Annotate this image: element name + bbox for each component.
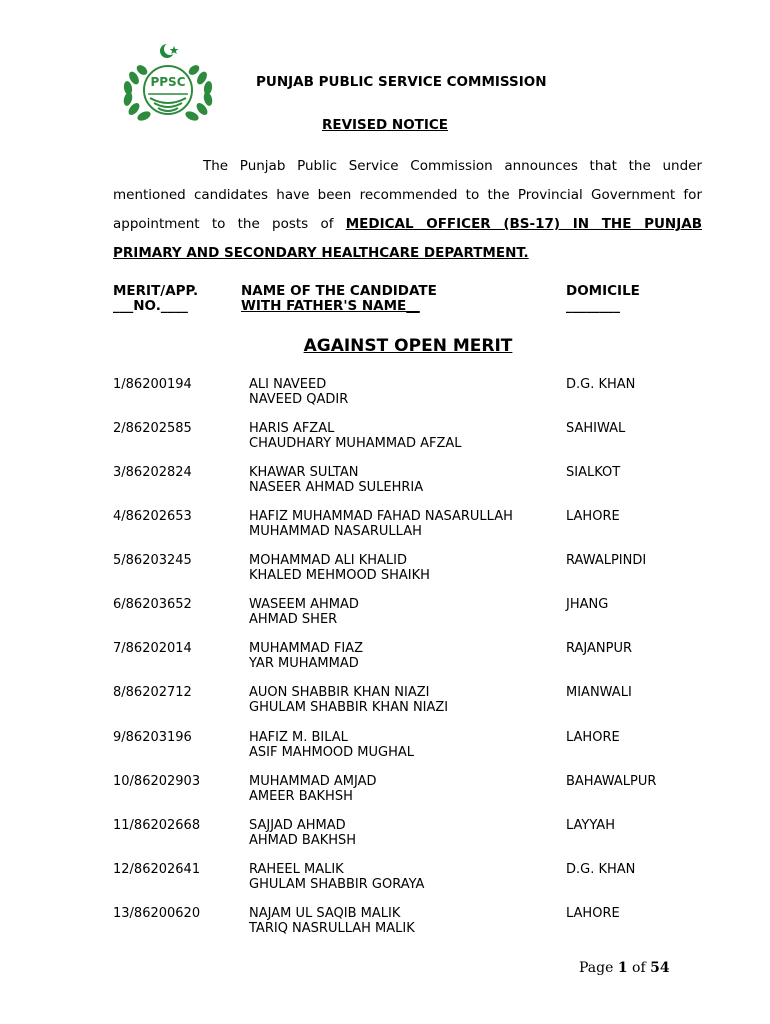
- merit-number: 12/86202641: [113, 862, 201, 877]
- domicile: JHANG: [566, 597, 609, 612]
- candidate-row: [0, 377, 770, 409]
- merit-number: 11/86202668: [113, 818, 201, 833]
- candidate-row: [0, 553, 770, 585]
- merit-number: 4/86202653: [113, 509, 192, 524]
- domicile: LAYYAH: [566, 818, 615, 833]
- page-number-footer: Page 1 of 54: [579, 960, 670, 976]
- domicile: LAHORE: [566, 509, 620, 524]
- name-column-header: NAME OF THE CANDIDATE WITH FATHER'S NAME__: [241, 283, 437, 314]
- intro-line-3: appointment to the posts of MEDICAL OFFICER (BS-17) IN THE PUNJAB: [113, 216, 702, 232]
- candidate-name: MUHAMMAD FIAZ YAR MUHAMMAD: [249, 641, 363, 671]
- candidate-name: WASEEM AHMAD AHMAD SHER: [249, 597, 359, 627]
- candidate-name: ALI NAVEED NAVEED QADIR: [249, 377, 349, 407]
- candidate-name: MOHAMMAD ALI KHALID KHALED MEHMOOD SHAIKH: [249, 553, 430, 583]
- candidate-row: [0, 421, 770, 453]
- merit-number: 7/86202014: [113, 641, 192, 656]
- merit-number: 3/86202824: [113, 465, 192, 480]
- organization-title: PUNJAB PUBLIC SERVICE COMMISSION: [256, 74, 547, 90]
- candidate-row: [0, 509, 770, 541]
- logo-text: PPSC: [150, 75, 186, 89]
- candidate-name: KHAWAR SULTAN NASEER AHMAD SULEHRIA: [249, 465, 424, 495]
- ppsc-logo: [116, 42, 220, 124]
- candidate-name: RAHEEL MALIK GHULAM SHABBIR GORAYA: [249, 862, 425, 892]
- merit-number: 1/86200194: [113, 377, 192, 392]
- candidate-row: [0, 730, 770, 762]
- merit-number: 6/86203652: [113, 597, 192, 612]
- domicile: LAHORE: [566, 730, 620, 745]
- domicile: RAWALPINDI: [566, 553, 647, 568]
- candidate-row: [0, 818, 770, 850]
- notice-title: REVISED NOTICE: [321, 117, 449, 133]
- candidate-row: [0, 641, 770, 673]
- domicile: D.G. KHAN: [566, 862, 636, 877]
- domicile: SIALKOT: [566, 465, 621, 480]
- candidate-name: HARIS AFZAL CHAUDHARY MUHAMMAD AFZAL: [249, 421, 462, 451]
- candidate-name: MUHAMMAD AMJAD AMEER BAKHSH: [249, 774, 377, 804]
- intro-line-1: The Punjab Public Service Commission announces that the under: [203, 158, 702, 174]
- merit-column-header: MERIT/APP. ___NO.____: [113, 283, 199, 314]
- merit-number: 9/86203196: [113, 730, 192, 745]
- domicile: SAHIWAL: [566, 421, 626, 436]
- domicile: BAHAWALPUR: [566, 774, 657, 789]
- merit-number: 5/86203245: [113, 553, 192, 568]
- candidate-name: HAFIZ M. BILAL ASIF MAHMOOD MUGHAL: [249, 730, 415, 760]
- candidate-row: [0, 906, 770, 938]
- candidate-name: NAJAM UL SAQIB MALIK TARIQ NASRULLAH MALIK: [249, 906, 415, 936]
- candidate-name: AUON SHABBIR KHAN NIAZI GHULAM SHABBIR KHAN NIAZI: [249, 685, 449, 715]
- candidate-row: [0, 862, 770, 894]
- candidate-name: HAFIZ MUHAMMAD FAHAD NASARULLAH MUHAMMAD NASARULLAH: [249, 509, 513, 539]
- candidate-name: SAJJAD AHMAD AHMAD BAKHSH: [249, 818, 357, 848]
- merit-number: 13/86200620: [113, 906, 201, 921]
- candidate-row: [0, 774, 770, 806]
- domicile: LAHORE: [566, 906, 620, 921]
- intro-line-4: PRIMARY AND SECONDARY HEALTHCARE DEPARTMENT.: [113, 245, 529, 261]
- merit-number: 2/86202585: [113, 421, 192, 436]
- merit-number: 8/86202712: [113, 685, 192, 700]
- candidate-row: [0, 685, 770, 717]
- intro-line-2: mentioned candidates have been recommended to the Provincial Government for: [113, 187, 702, 203]
- candidate-row: [0, 597, 770, 629]
- domicile: MIANWALI: [566, 685, 632, 700]
- domicile-column-header: DOMICILE ________: [566, 283, 640, 314]
- merit-number: 10/86202903: [113, 774, 201, 789]
- section-title: AGAINST OPEN MERIT: [303, 336, 513, 356]
- domicile: RAJANPUR: [566, 641, 633, 656]
- domicile: D.G. KHAN: [566, 377, 636, 392]
- candidate-row: [0, 465, 770, 497]
